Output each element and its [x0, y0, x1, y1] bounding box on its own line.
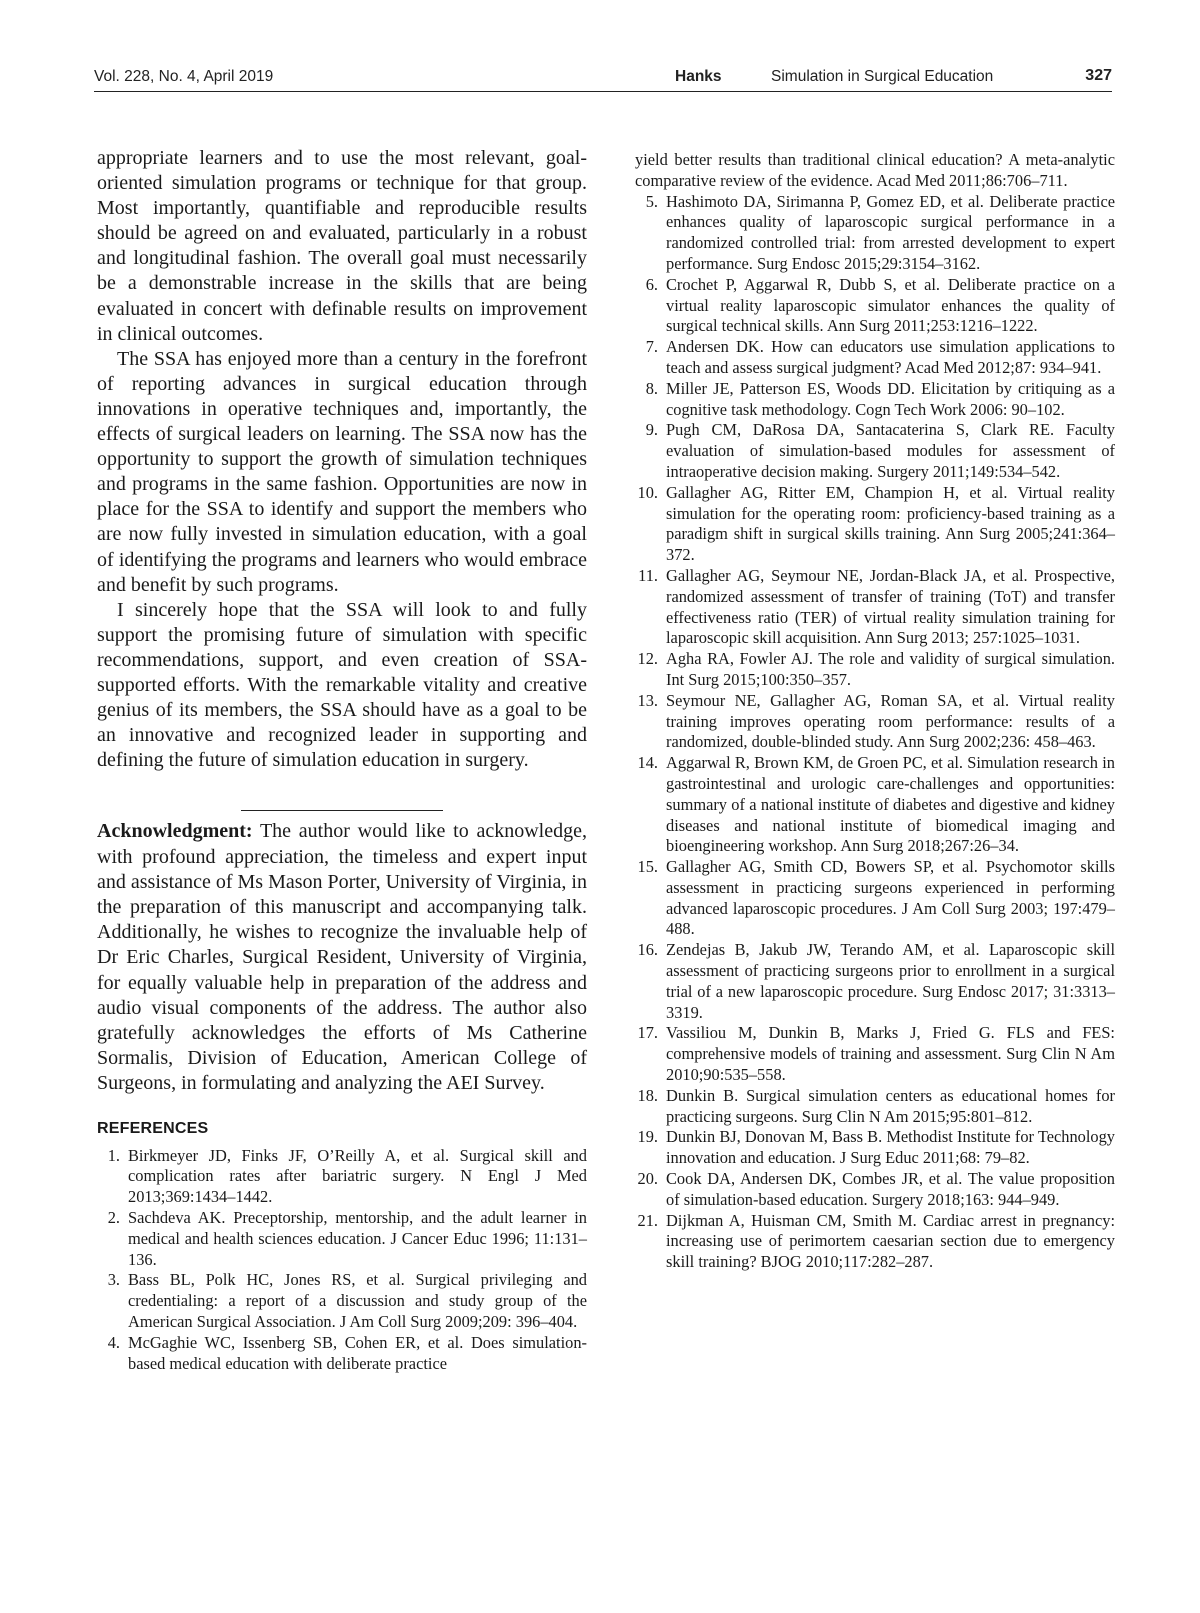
reference-text: Bass BL, Polk HC, Jones RS, et al. Surgical privileging and credentialing: a report of a discussion and study group of the American Surgical Association. J Am Coll Surg 2009;209: 396–404. — [128, 1270, 587, 1331]
reference-number: 11. — [638, 565, 658, 585]
running-header — [94, 66, 1112, 92]
reference-item — [635, 649, 1115, 691]
left-column — [97, 146, 587, 1374]
reference-list-right — [635, 192, 1115, 1273]
body-paragraph-3: I sincerely hope that the SSA will look to and fully support the promising future of simulation with specific recommendations, support, and even creation of SSA-supported efforts. With the remarkable vitality and creative genius of its members, the SSA should have as a goal to be an innovative and recognized leader in supporting and defining the future of simulation education in surgery. — [97, 598, 587, 772]
reference-number: 21. — [637, 1210, 658, 1230]
reference-text: yield better results than traditional clinical education? A meta-analytic comparative review of the evidence. Acad Med 2011;86:706–711. — [635, 150, 1115, 190]
reference-item — [635, 691, 1115, 753]
reference-number: 18. — [637, 1085, 658, 1105]
header-divider — [94, 91, 1112, 92]
right-column — [635, 150, 1115, 1273]
reference-text: McGaghie WC, Issenberg SB, Cohen ER, et al. Does simulation-based medical education with deliberate practice — [128, 1332, 587, 1373]
body-paragraph-2: The SSA has enjoyed more than a century in the forefront of reporting advances in surgical education through innovations in operative techniques and, importantly, the effects of surgical leaders on learning. The SSA now has the opportunity to support the growth of simulation techniques and programs in the same fashion. Opportunities are now in place for the SSA to identify and support the members who are now fully invested in simulation education, with a goal of identifying the programs and learners who would embrace and benefit by such programs. — [97, 347, 587, 596]
running-author: Hanks — [675, 68, 722, 85]
reference-number: 3. — [107, 1270, 120, 1290]
reference-item — [97, 1146, 587, 1208]
reference-number: 13. — [637, 690, 658, 710]
reference-number: 1. — [107, 1145, 120, 1165]
reference-text: Cook DA, Andersen DK, Combes JR, et al. The value proposition of simulation-based education. Surgery 2018;163: 944–949. — [666, 1169, 1115, 1209]
reference-item — [635, 483, 1115, 566]
reference-item — [635, 1023, 1115, 1085]
reference-text: Andersen DK. How can educators use simulation applications to teach and assess surgical judgment? Acad Med 2012;87: 934–941. — [666, 337, 1115, 377]
reference-text: Dunkin B. Surgical simulation centers as educational homes for practicing surgeons. Surg Clin N Am 2015;95:801–812. — [666, 1085, 1115, 1126]
reference-number: 19. — [637, 1127, 658, 1147]
reference-text: Agha RA, Fowler AJ. The role and validity of surgical simulation. Int Surg 2015;100:350–357. — [666, 649, 1115, 689]
reference-text: Crochet P, Aggarwal R, Dubb S, et al. Deliberate practice on a virtual reality laparoscopic simulator enhances the quality of surgical technical skills. Ann Surg 2011;253:1216–1222. — [666, 274, 1115, 336]
reference-item — [635, 940, 1115, 1023]
reference-number: 6. — [645, 274, 658, 294]
running-title: Simulation in Surgical Education — [771, 68, 994, 85]
reference-number: 8. — [645, 378, 658, 398]
reference-text: Zendejas B, Jakub JW, Terando AM, et al. Laparoscopic skill assessment of practicing surgeons prior to enrollment in a surgical trial of a new laparoscopic procedure. Surg Endosc 2017; 31:3313–3319. — [666, 940, 1115, 1022]
reference-item — [635, 1127, 1115, 1169]
reference-item — [635, 337, 1115, 379]
references-heading: REFERENCES — [97, 1119, 209, 1137]
reference-item — [97, 1208, 587, 1270]
reference-item — [635, 275, 1115, 337]
reference-item — [97, 1333, 587, 1375]
reference-text: Dijkman A, Huisman CM, Smith M. Cardiac arrest in pregnancy: increasing use of perimortem caesarian section due to emergency skill training? BJOG 2010;117:282–287. — [666, 1210, 1115, 1272]
reference-text: Sachdeva AK. Preceptorship, mentorship, and the adult learner in medical and health sciences education. J Cancer Educ 1996; 11:131–136. — [128, 1207, 587, 1269]
reference-item — [635, 857, 1115, 940]
page-number: 327 — [1085, 67, 1112, 84]
journal-volume: Vol. 228, No. 4, April 2019 — [94, 68, 274, 85]
reference-number: 15. — [637, 857, 658, 877]
reference-number: 20. — [637, 1169, 658, 1189]
reference-item — [635, 1211, 1115, 1273]
reference-item — [635, 379, 1115, 421]
reference-number: 7. — [645, 337, 658, 357]
reference-item — [97, 1270, 587, 1332]
reference-text: Vassiliou M, Dunkin B, Marks J, Fried G. FLS and FES: comprehensive models of training and assessment. Surg Clin N Am 2010;90:535–558. — [666, 1023, 1115, 1085]
reference-text: Hashimoto DA, Sirimanna P, Gomez ED, et al. Deliberate practice enhances quality of laparoscopic surgical performance in a randomized controlled trial: from arrested development to expert performance. Surg Endosc 2015;29:3154–3162. — [666, 191, 1115, 273]
reference-text: Gallagher AG, Ritter EM, Champion H, et al. Virtual reality simulation for the operating room: proficiency-based training as a paradigm shift in surgical skills training. Ann Surg 2005;241:364–372. — [666, 482, 1115, 565]
reference-text: Pugh CM, DaRosa DA, Santacaterina S, Clark RE. Faculty evaluation of simulation-based modules for assessment of intraoperative decision making. Surgery 2011;149:534–542. — [666, 420, 1115, 481]
acknowledgment — [97, 819, 587, 1096]
acknowledgment-text: The author would like to acknowledge, with profound appreciation, the timeless and expert input and assistance of Ms Mason Porter, University of Virginia, in the preparation of this manuscript and accompanying talk. Additionally, he wishes to recognize the invaluable help of Dr Eric Charles, Surgical Resident, University of Virginia, for equally valuable help in preparation of the address and audio visual components of the address. The author also gratefully acknowledges the efforts of Ms Catherine Sormalis, Division of Education, American College of Surgeons, in formulating and analyzing the AEI Survey. — [97, 820, 587, 1095]
reference-item — [635, 420, 1115, 482]
reference-text: Seymour NE, Gallagher AG, Roman SA, et al. Virtual reality training improves operating room performance: results of a randomized, double-blinded study. Ann Surg 2002;236: 458–463. — [666, 690, 1115, 752]
reference-item — [635, 1169, 1115, 1211]
acknowledgment-label: Acknowledgment: — [97, 820, 253, 843]
reference-number: 4. — [107, 1332, 120, 1352]
reference-number: 16. — [637, 940, 658, 960]
reference-text: Miller JE, Patterson ES, Woods DD. Elicitation by critiquing as a cognitive task methodology. Cogn Tech Work 2006: 90–102. — [666, 378, 1115, 419]
reference-text: Gallagher AG, Smith CD, Bowers SP, et al. Psychomotor skills assessment in practicing surgeons experienced in performing advanced laparoscopic procedures. J Am Coll Surg 2003; 197:479–488. — [666, 857, 1115, 939]
reference-number: 5. — [645, 191, 658, 211]
reference-continuation — [635, 150, 1115, 192]
reference-list-left — [97, 1146, 587, 1375]
reference-number: 9. — [645, 420, 658, 440]
reference-text: Gallagher AG, Seymour NE, Jordan-Black JA, et al. Prospective, randomized assessment of transfer of training (ToT) and transfer effectiveness ratio (TER) of virtual reality simulation training for laparoscopic skill acquisition. Ann Surg 2013; 257:1025–1031. — [666, 565, 1115, 648]
reference-text: Dunkin BJ, Donovan M, Bass B. Methodist Institute for Technology innovation and education. J Surg Educ 2011;68: 79–82. — [666, 1127, 1115, 1168]
reference-number: 14. — [637, 753, 658, 773]
reference-item — [635, 192, 1115, 275]
body-paragraph-1: appropriate learners and to use the most relevant, goal-oriented simulation programs or technique for that group. Most importantly, quantifiable and reproducible results should be agreed on and evaluated, particularly in a robust and longitudinal fashion. The overall goal must necessarily be a demonstrable increase in the skills that are being evaluated in concert with definable results on improvement in clinical outcomes. — [97, 147, 587, 345]
body-text — [97, 146, 587, 773]
reference-number: 10. — [637, 482, 658, 502]
reference-item — [635, 566, 1115, 649]
reference-number: 17. — [637, 1023, 658, 1043]
reference-item — [635, 753, 1115, 857]
section-divider — [241, 810, 443, 811]
reference-text: Aggarwal R, Brown KM, de Groen PC, et al. Simulation research in gastrointestinal and urologic care-challenges and opportunities: summary of a national institute of diabetes and digestive and kidney diseases and national institute of biomedical imaging and bioengineering workshop. Ann Surg 2018;267:26–34. — [666, 753, 1115, 856]
reference-item — [635, 1086, 1115, 1128]
reference-text: Birkmeyer JD, Finks JF, O’Reilly A, et al. Surgical skill and complication rates after bariatric surgery. N Engl J Med 2013;369:1434–1442. — [128, 1145, 587, 1207]
reference-number: 12. — [637, 649, 658, 669]
reference-number: 2. — [107, 1207, 120, 1227]
